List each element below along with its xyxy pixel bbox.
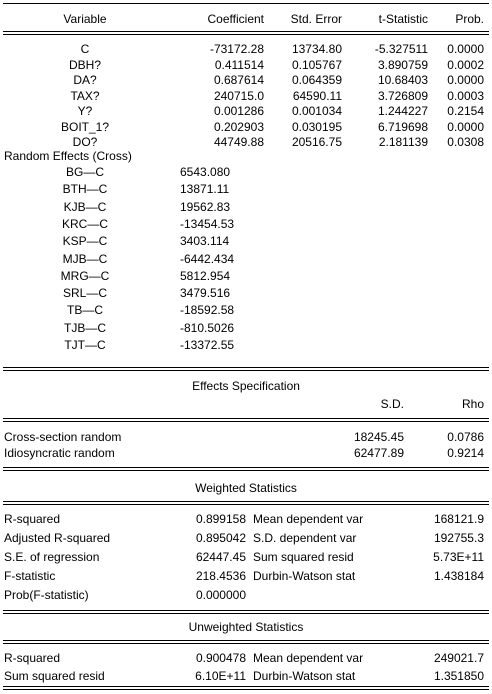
effects-spec-rho-header: Rho	[461, 397, 484, 411]
effects-spec-label: Cross-section random	[4, 430, 122, 444]
coef-prob: 0.0002	[447, 57, 484, 72]
coef-variable: TAX?	[70, 88, 100, 103]
header-t-statistic: t-Statistic	[378, 12, 428, 26]
random-effect-value: 5812.954	[180, 268, 231, 283]
divider	[3, 470, 489, 471]
effects-spec-sd-header: S.D.	[380, 397, 404, 411]
coef-value: -73172.28	[209, 42, 264, 56]
coef-variable: Y?	[77, 104, 93, 118]
random-effect-value: -6442.434	[180, 251, 235, 266]
divider	[3, 501, 489, 502]
coef-t-statistic: 6.719698	[377, 119, 428, 134]
coef-t-statistic: 3.890759	[377, 57, 428, 72]
coef-std-error: 20516.75	[291, 135, 342, 149]
effects-spec-sd: 62477.89	[353, 446, 404, 460]
coef-std-error: 0.030195	[291, 119, 342, 134]
coef-prob: 0.0000	[447, 119, 484, 134]
coef-value: 44749.88	[213, 135, 264, 149]
weighted-stat-label: F-statistic	[4, 569, 56, 583]
divider	[3, 370, 489, 371]
header-variable: Variable	[63, 12, 107, 26]
random-effect-value: 3479.516	[180, 286, 231, 301]
coef-t-statistic: 10.68403	[377, 73, 428, 87]
weighted-stat-label: Adjusted R-squared	[4, 531, 111, 545]
divider	[3, 689, 489, 690]
random-effect-value: 6543.080	[180, 165, 231, 179]
random-effect-name: MJB—C	[62, 251, 108, 266]
divider	[3, 421, 489, 422]
coef-std-error: 0.001034	[291, 104, 342, 118]
coef-variable: BOIT_1?	[60, 119, 110, 134]
unweighted-stat-label: Sum squared resid	[4, 669, 105, 683]
random-effect-value: -810.5026	[180, 320, 235, 335]
weighted-stats-title: Weighted Statistics	[195, 481, 297, 495]
coef-t-statistic: -5.327511	[374, 42, 428, 56]
weighted-stat-label: S.D. dependent var	[253, 531, 357, 545]
unweighted-stat-label: Durbin-Watson stat	[253, 669, 356, 683]
random-effect-name: BG—C	[65, 165, 104, 179]
divider	[3, 367, 489, 368]
divider	[3, 467, 489, 468]
coef-prob: 0.0000	[447, 73, 484, 87]
effects-spec-rho: 0.9214	[447, 446, 484, 460]
coef-prob: 0.0308	[447, 135, 484, 149]
coef-value: 0.687614	[213, 73, 264, 87]
unweighted-stat-value: 0.900478	[195, 651, 246, 665]
weighted-stat-value: 218.4536	[195, 569, 246, 583]
coef-t-statistic: 3.726809	[377, 88, 428, 103]
effects-spec-rho: 0.0786	[447, 430, 484, 444]
coef-value: 0.001286	[213, 104, 264, 118]
random-effect-value: -13372.55	[180, 338, 235, 352]
divider	[3, 34, 489, 35]
weighted-stat-value: 168121.9	[433, 512, 484, 526]
random-effect-name: KRC—C	[61, 216, 108, 231]
coef-variable: DBH?	[68, 57, 101, 72]
weighted-stat-label: Prob(F-statistic)	[4, 588, 89, 602]
weighted-stat-label: Durbin-Watson stat	[253, 569, 356, 583]
divider	[3, 31, 489, 32]
random-effect-name: KSP—C	[62, 234, 108, 249]
divider	[3, 686, 489, 687]
unweighted-stat-value: 6.10E+11	[195, 669, 246, 683]
effects-spec-label: Idiosyncratic random	[4, 446, 115, 460]
random-effect-name: TJB—C	[64, 320, 106, 335]
coef-std-error: 64590.11	[292, 88, 342, 103]
weighted-stat-label: S.E. of regression	[4, 550, 100, 564]
effects-spec-sd: 18245.45	[353, 430, 404, 444]
unweighted-stat-value: 1.351850	[433, 669, 484, 683]
weighted-stat-label: Sum squared resid	[253, 550, 354, 564]
random-effect-value: 3403.114	[180, 234, 230, 249]
random-effect-name: TB—C	[67, 303, 103, 318]
random-effects-title: Random Effects (Cross)	[4, 149, 132, 163]
weighted-stat-value: 1.438184	[433, 569, 484, 583]
coef-value: 0.411514	[214, 57, 264, 72]
coef-std-error: 13734.80	[291, 42, 342, 56]
random-effect-name: SRL—C	[62, 286, 107, 301]
coef-value: 0.202903	[213, 119, 264, 134]
unweighted-stat-label: R-squared	[4, 651, 61, 665]
header-prob: Prob.	[455, 12, 484, 26]
coef-prob: 0.2154	[447, 104, 484, 118]
random-effect-value: 19562.83	[180, 199, 231, 214]
weighted-stat-value: 62447.45	[195, 550, 246, 564]
weighted-stat-value: 0.895042	[195, 531, 246, 545]
divider	[3, 610, 489, 611]
random-effect-value: -18592.58	[180, 303, 235, 318]
divider	[3, 504, 489, 505]
unweighted-stat-label: Mean dependent var	[253, 651, 364, 665]
random-effect-value: 13871.11	[180, 182, 230, 197]
divider	[3, 640, 489, 641]
coef-prob: 0.0003	[447, 88, 484, 103]
unweighted-stats-title: Unweighted Statistics	[188, 620, 304, 634]
weighted-stat-label: Mean dependent var	[253, 512, 364, 526]
random-effect-value: -13454.53	[180, 216, 235, 231]
coef-variable: DO?	[72, 135, 98, 149]
divider	[3, 3, 489, 4]
header-coefficient: Coefficient	[207, 12, 264, 26]
random-effect-name: TJT—C	[64, 338, 106, 352]
unweighted-stat-value: 249021.7	[433, 651, 484, 665]
weighted-stat-value: 192755.3	[433, 531, 484, 545]
header-std-error: Std. Error	[290, 12, 342, 26]
coef-variable: C	[80, 42, 90, 56]
coef-std-error: 0.105767	[291, 57, 342, 72]
coef-value: 240715.0	[213, 88, 264, 103]
divider	[3, 418, 489, 419]
coef-variable: DA?	[73, 73, 97, 87]
weighted-stat-value: 5.73E+11	[433, 550, 484, 564]
random-effect-name: BTH—C	[62, 182, 108, 197]
weighted-stat-value: 0.000000	[195, 588, 246, 602]
random-effect-name: MRG—C	[60, 268, 110, 283]
random-effect-name: KJB—C	[63, 199, 107, 214]
divider	[3, 613, 489, 614]
coef-t-statistic: 1.244227	[377, 104, 428, 118]
divider	[3, 643, 489, 644]
weighted-stat-label: R-squared	[4, 512, 61, 526]
coef-std-error: 0.064359	[291, 73, 342, 87]
weighted-stat-value: 0.899158	[195, 512, 246, 526]
coef-t-statistic: 2.181139	[378, 135, 428, 149]
coef-prob: 0.0000	[447, 42, 484, 56]
effects-spec-title: Effects Specification	[192, 379, 300, 393]
